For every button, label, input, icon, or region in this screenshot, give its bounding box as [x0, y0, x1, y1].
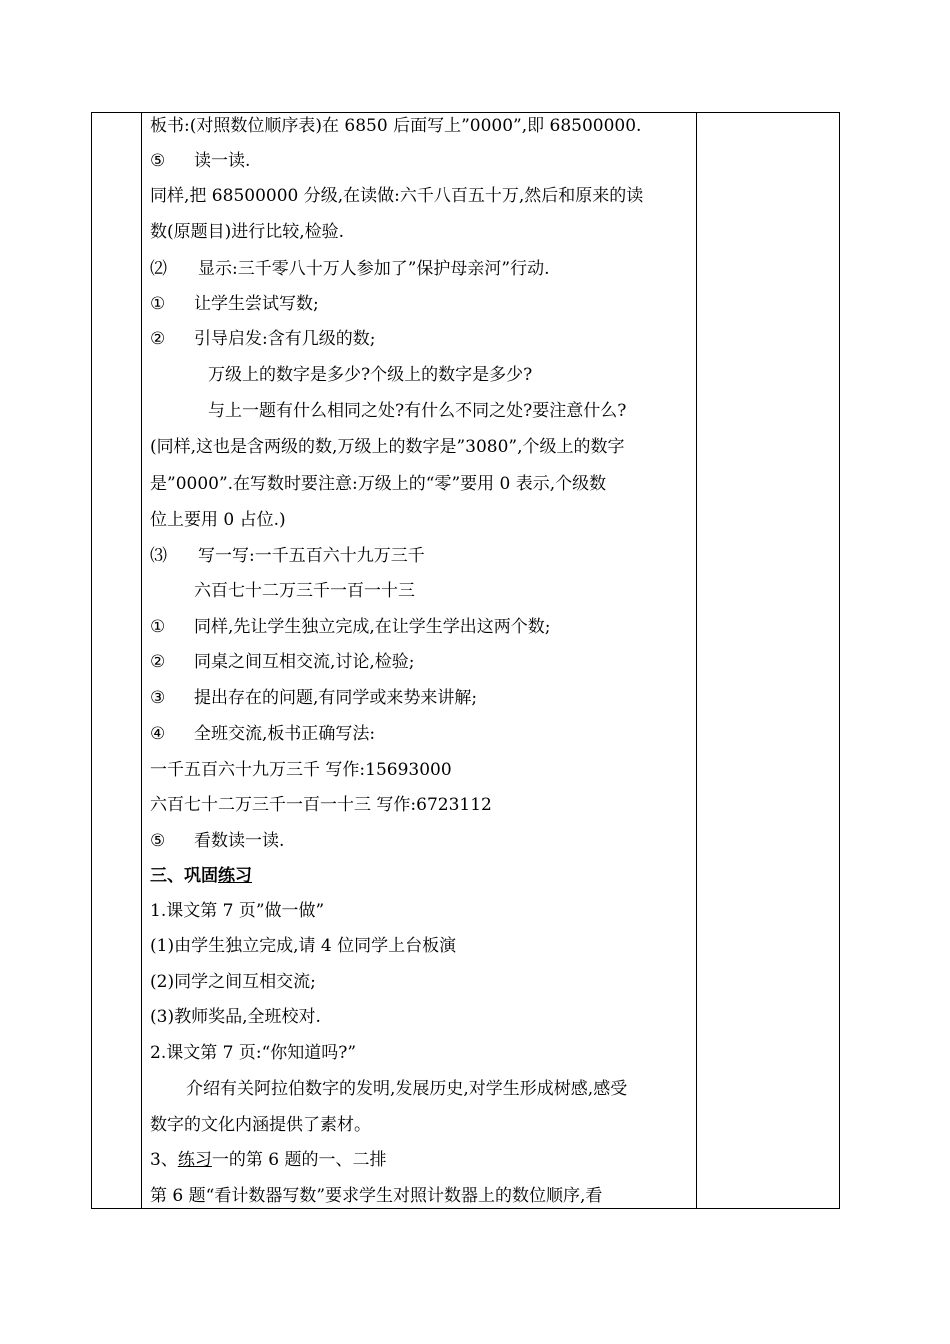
text-line: 位上要用 0 占位.)	[150, 510, 286, 530]
numbered-item	[150, 258, 550, 280]
text-line: 一千五百六十九万三千 写作:15693000	[150, 760, 452, 780]
item-number: ②	[150, 329, 166, 349]
item-text: 显示:三千零八十万人参加了”保护母亲河”行动.	[198, 259, 550, 279]
item-text: 全班交流,板书正确写法:	[194, 724, 376, 744]
column-divider-2	[696, 112, 697, 1209]
item-text: 读一读.	[194, 151, 251, 171]
table-right-border	[839, 112, 840, 1209]
item-number: ⑤	[150, 831, 166, 851]
heading-link: 练习	[218, 866, 252, 886]
column-divider-1	[141, 112, 142, 1209]
item-number: ⑤	[150, 151, 166, 171]
text-line: (1)由学生独立完成,请 4 位同学上台板演	[150, 936, 457, 956]
numbered-item	[150, 328, 375, 350]
table-top-border	[91, 112, 840, 113]
text-line: 数字的文化内涵提供了素材。	[150, 1115, 371, 1135]
text-line: 板书:(对照数位顺序表)在 6850 后面写上”0000”,即 68500000.	[150, 116, 642, 136]
item-text: 同桌之间互相交流,讨论,检验;	[194, 652, 415, 672]
numbered-item	[150, 616, 551, 638]
numbered-item	[150, 651, 415, 673]
text-line: 是”0000”.在写数时要注意:万级上的“零”要用 0 表示,个级数	[150, 474, 607, 494]
table-bottom-border	[91, 1208, 840, 1209]
item-text: 写一写:一千五百六十九万三千	[198, 546, 425, 566]
item-text: 让学生尝试写数;	[194, 294, 319, 314]
text-span: 3、	[150, 1150, 178, 1170]
section-heading	[150, 865, 252, 887]
text-line: (3)教师奖品,全班校对.	[150, 1007, 321, 1027]
item-text: 同样,先让学生独立完成,在让学生学出这两个数;	[194, 617, 551, 637]
text-span: 一的第 6 题的一、二排	[211, 1150, 387, 1170]
numbered-item	[150, 723, 375, 745]
text-line: 六百七十二万三千一百一十三 写作:6723112	[150, 795, 492, 815]
text-line: 2.课文第 7 页:“你知道吗?”	[150, 1043, 357, 1063]
text-line: 六百七十二万三千一百一十三	[194, 581, 415, 601]
item-number: ①	[150, 617, 166, 637]
text-line: 与上一题有什么相同之处?有什么不同之处?要注意什么?	[208, 401, 627, 421]
text-line: 数(原题目)进行比较,检验.	[150, 222, 345, 242]
text-line: (同样,这也是含两级的数,万级上的数字是”3080”,个级上的数字	[150, 437, 625, 457]
text-line: 第 6 题“看计数器写数”要求学生对照计数器上的数位顺序,看	[150, 1186, 603, 1206]
item-number: ③	[150, 688, 166, 708]
numbered-item	[150, 293, 319, 315]
text-line: 1.课文第 7 页”做一做”	[150, 901, 325, 921]
heading-text: 三、巩固	[150, 866, 218, 886]
item-number: ⑵	[150, 259, 167, 279]
item-text: 引导启发:含有几级的数;	[194, 329, 376, 349]
text-line: 同样,把 68500000 分级,在读做:六千八百五十万,然后和原来的读	[150, 186, 644, 206]
item-number: ⑶	[150, 546, 167, 566]
table-left-border	[91, 112, 92, 1209]
numbered-item	[150, 150, 250, 172]
item-text: 提出存在的问题,有同学或来势来讲解;	[194, 688, 478, 708]
item-number: ④	[150, 724, 166, 744]
item-text: 看数读一读.	[194, 831, 285, 851]
numbered-item	[150, 830, 284, 852]
numbered-item	[150, 545, 425, 567]
text-line: (2)同学之间互相交流;	[150, 972, 316, 992]
numbered-item	[150, 687, 477, 709]
item-number: ②	[150, 652, 166, 672]
text-line: 万级上的数字是多少?个级上的数字是多少?	[208, 365, 533, 385]
item-number: ①	[150, 294, 166, 314]
text-line: 介绍有关阿拉伯数字的发明,发展历史,对学生形成树感,感受	[186, 1079, 628, 1099]
exercise-link: 练习	[177, 1150, 212, 1170]
text-line	[150, 1149, 386, 1171]
